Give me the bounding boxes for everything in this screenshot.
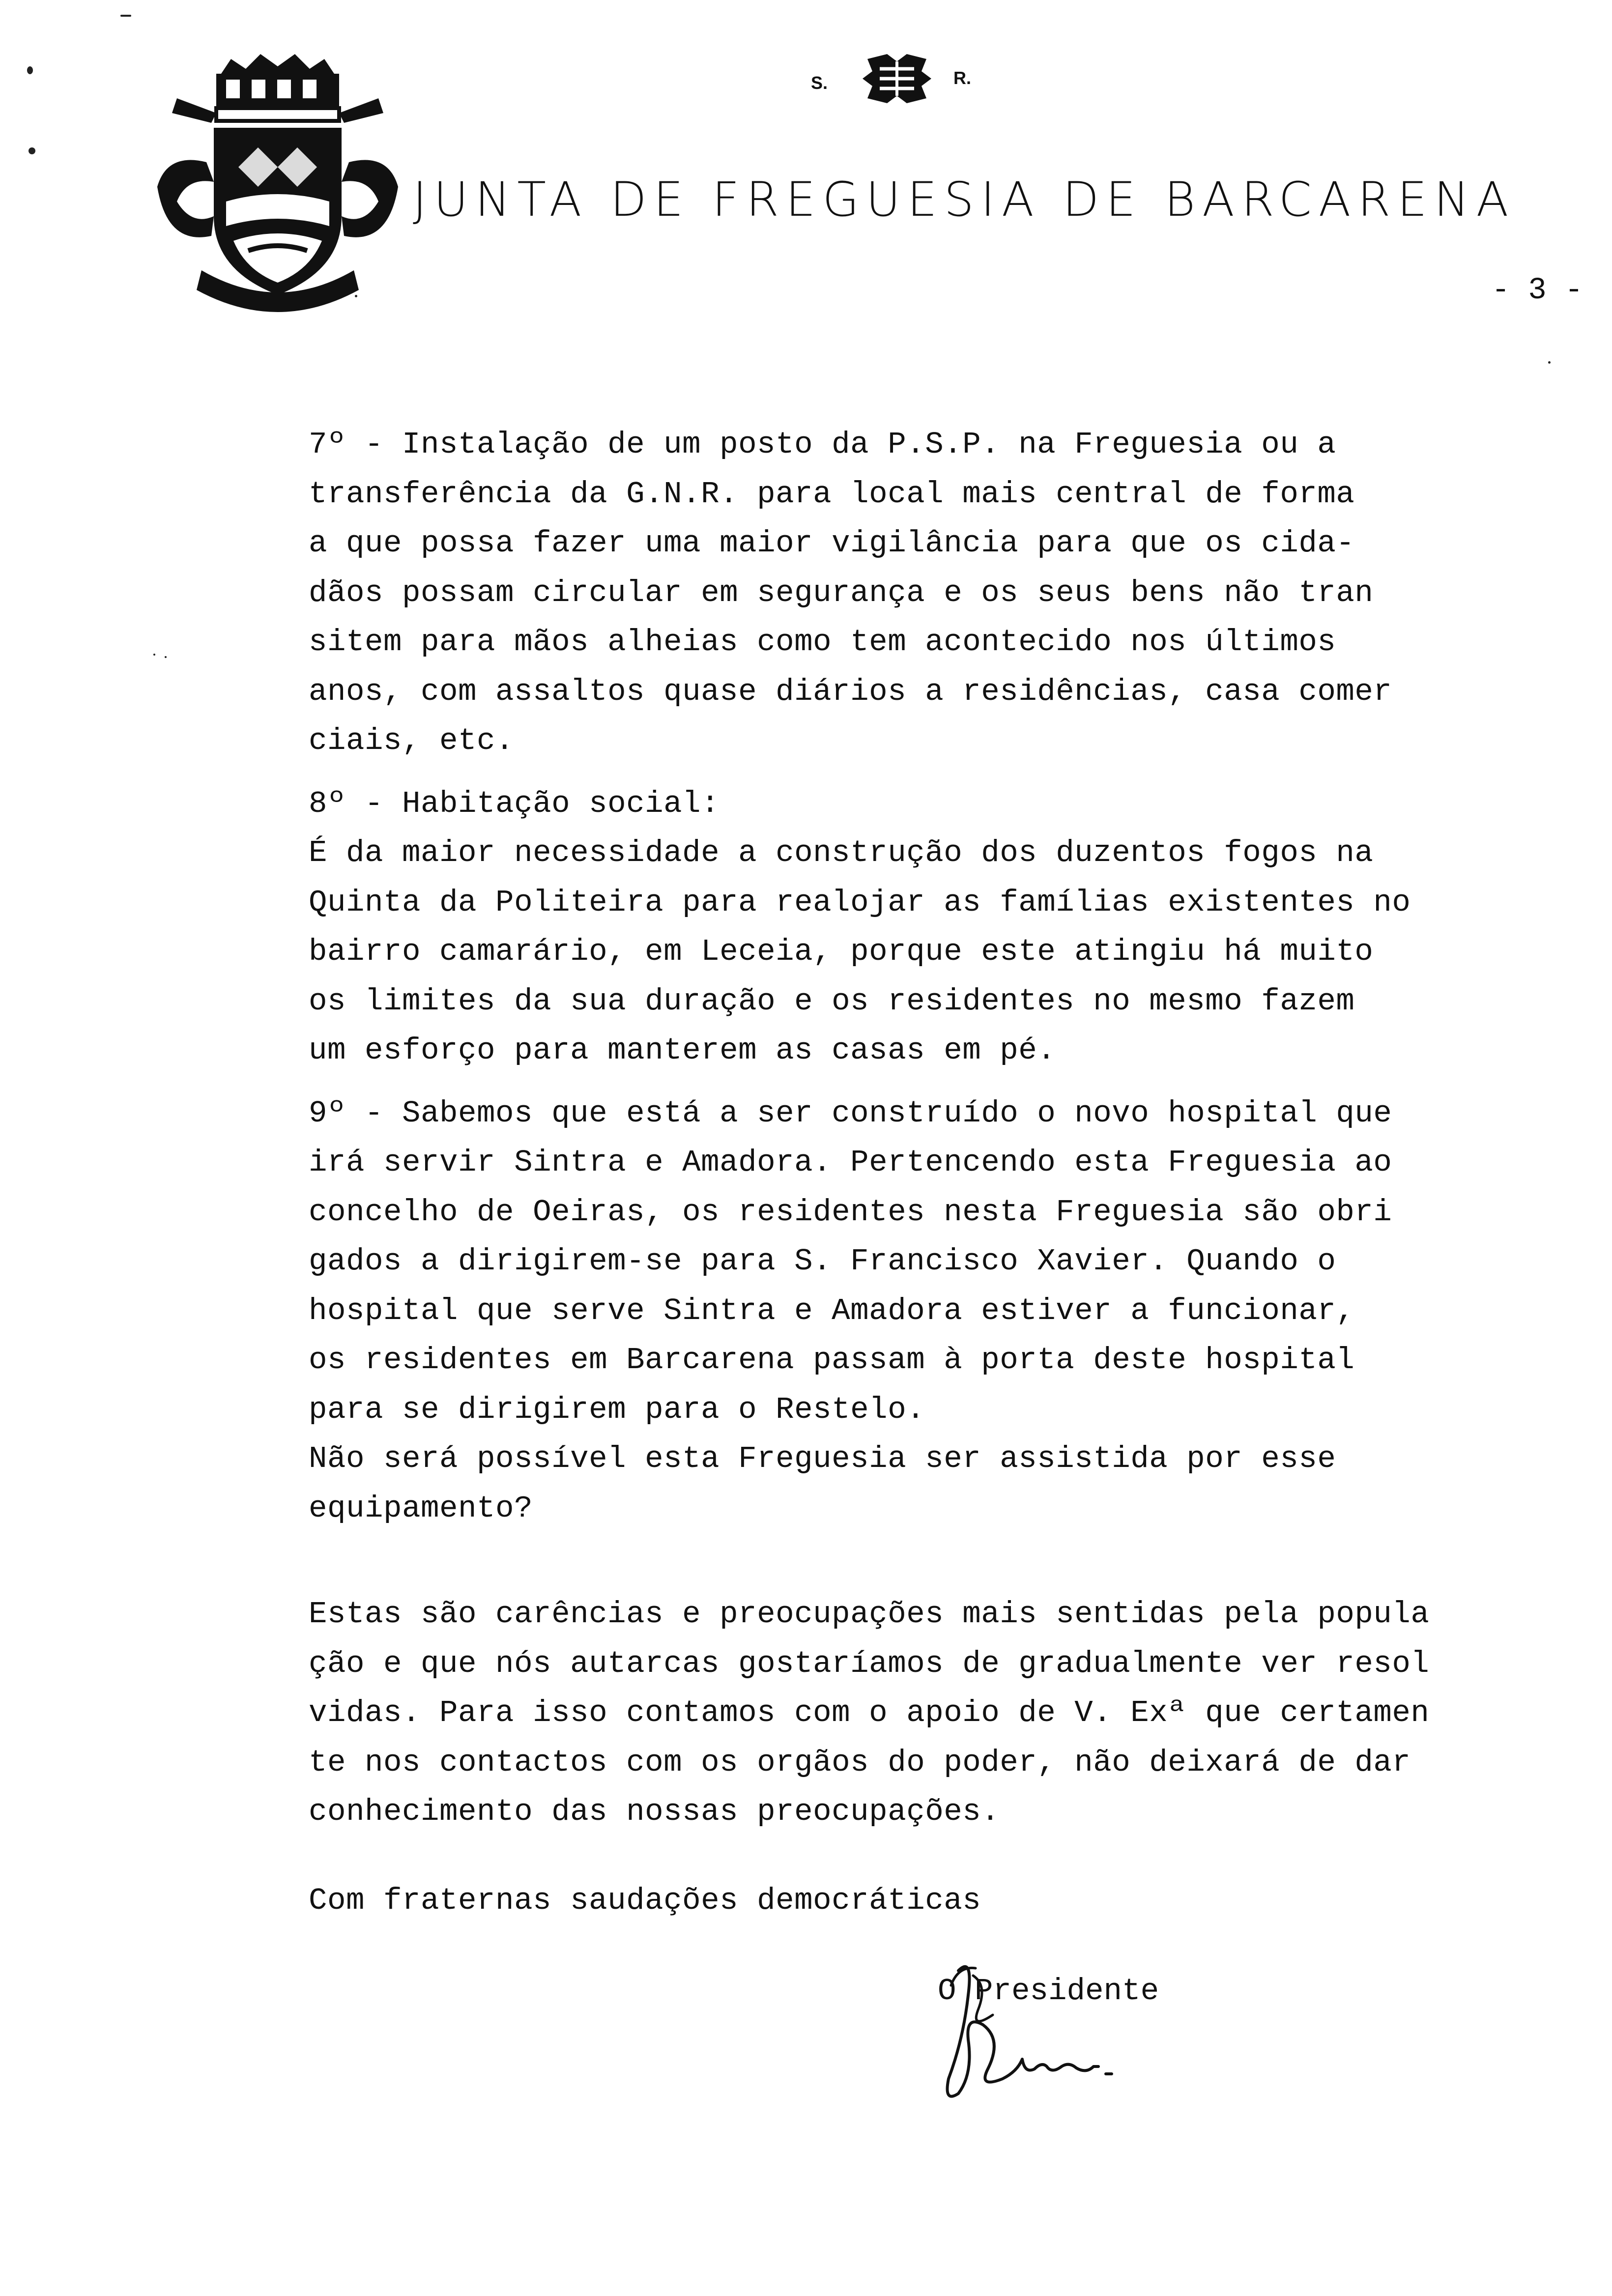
page-number: - 3 - [1492,273,1583,308]
text-line: conhecimento das nossas preocupações. [309,1794,1000,1829]
text-line: concelho de Oeiras, os residentes nesta Freguesia são obri [309,1194,1392,1230]
text-line: Não será possível esta Freguesia ser assistida por esse [309,1441,1336,1476]
text-line: Estas são carências e preocupações mais sentidas pela popula [309,1597,1430,1632]
text-line: anos, com assaltos quase diários a residências, casa comer [309,674,1392,709]
text-line: É da maior necessidade a construção dos duzentos fogos na [309,835,1374,870]
text-line: ção e que nós autarcas gostaríamos de gradualmente ver resol [309,1646,1430,1681]
text-line: 7º - Instalação de um posto da P.S.P. na Freguesia ou a [309,427,1336,462]
text-line: bairro camarário, em Leceia, porque este atingiu há muito [309,934,1374,969]
text-line: um esforço para manterem as casas em pé. [309,1033,1056,1068]
closing-paragraph [309,1590,1488,1837]
text-line: para se dirigirem para o Restelo. [309,1392,925,1427]
item-8-paragraph [309,779,1488,1076]
text-line: equipamento? [309,1491,533,1526]
signature-block [929,1956,1175,2123]
seal-icon [858,49,936,108]
signatory-title: O Presidente [938,1974,1159,2009]
salutation: Com fraternas saudações democráticas [309,1883,981,1918]
text-line: 8º - Habitação social: [309,786,720,821]
text-line: ciais, etc. [309,723,515,758]
coat-of-arms-icon [147,39,408,315]
stamp-right-letter: R. [953,68,971,88]
text-line: vidas. Para isso contamos com o apoio de V. Exª que certamen [309,1695,1430,1730]
handwritten-signature-icon [929,1956,1150,2123]
text-line: hospital que serve Sintra e Amadora estiver a funcionar, [309,1293,1355,1328]
text-line: gados a dirigirem-se para S. Francisco Xavier. Quando o [309,1244,1336,1279]
letter-body [309,420,1488,1925]
text-line: irá servir Sintra e Amadora. Pertencendo esta Freguesia ao [309,1145,1392,1180]
text-line: transferência da G.N.R. para local mais central de forma [309,476,1355,512]
organization-name: JUNTA DE FREGUESIA DE BARCARENA [413,172,1516,227]
text-line: dãos possam circular em segurança e os seus bens não tran [309,575,1374,610]
text-line: 9º - Sabemos que está a ser construído o novo hospital que [309,1095,1392,1131]
text-line: a que possa fazer uma maior vigilância para que os cida- [309,526,1355,561]
text-line: os residentes em Barcarena passam à porta deste hospital [309,1343,1355,1378]
stamp-left-letter: S. [811,73,828,93]
seal-stamp [806,49,993,108]
text-line: sitem para mãos alheias como tem acontecido nos últimos [309,625,1336,660]
text-line: Quinta da Politeira para realojar as famílias existentes no [309,885,1411,920]
item-7-paragraph [309,420,1488,766]
text-line: os limites da sua duração e os residentes no mesmo fazem [309,983,1355,1019]
text-line: te nos contactos com os orgãos do poder, não deixará de dar [309,1745,1411,1780]
item-9-paragraph [309,1089,1488,1534]
